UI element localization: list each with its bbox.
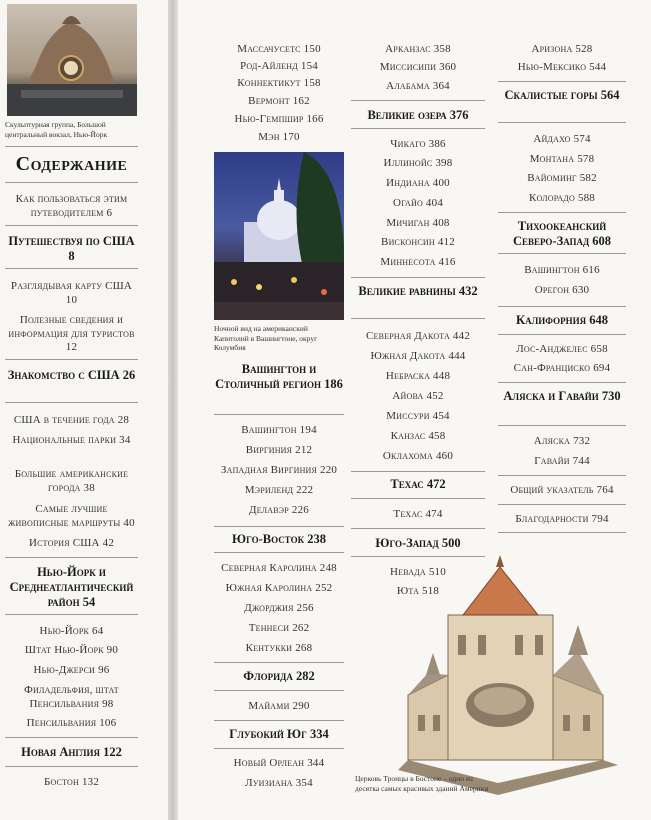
divider [5, 182, 138, 183]
toc-entry[interactable]: Арканзас 358 [385, 43, 451, 55]
capitol-caption: Ночной вид на американский Капитолий в Вашингтоне, округ Колумбия [214, 324, 318, 352]
divider [5, 557, 138, 558]
church-caption: Церковь Троицы в Бостоне – одно из десятка самых красивых зданий Америки [355, 774, 489, 793]
toc-entry[interactable]: Пенсильвания 106 [26, 717, 117, 729]
section-title[interactable]: Аляска и Гавайи 730 [503, 389, 621, 403]
divider [498, 532, 626, 533]
divider [5, 766, 138, 767]
divider [498, 122, 626, 123]
toc-entry[interactable]: Луизиана 354 [245, 777, 313, 789]
toc-entry[interactable]: Нью-Йорк 64 [39, 625, 104, 637]
toc-entry[interactable]: Юта 518 [396, 585, 440, 597]
divider [214, 526, 344, 527]
toc-entry[interactable]: Оклахома 460 [382, 450, 454, 462]
toc-entry[interactable]: Мэн 170 [258, 131, 300, 143]
toc-entry[interactable]: Миннесота 416 [380, 256, 456, 268]
divider [214, 720, 344, 721]
book-gutter [168, 0, 178, 820]
section-title[interactable]: Вашингтон и Столичный регион 186 [215, 362, 343, 391]
toc-entry[interactable]: Национальные парки 34 [12, 434, 131, 446]
divider [351, 277, 485, 278]
toc-entry[interactable]: Сан-Франциско 694 [513, 362, 611, 374]
toc-entry[interactable]: Мичиган 408 [386, 217, 450, 229]
toc-entry[interactable]: Колорадо 588 [528, 192, 595, 204]
toc-entry[interactable]: Теннеси 262 [248, 622, 310, 634]
toc-entry[interactable]: Виргиния 212 [245, 444, 313, 456]
toc-entry[interactable]: Невада 510 [390, 566, 446, 578]
toc-entry[interactable]: Айова 452 [392, 390, 444, 402]
toc-entry[interactable]: Разглядывая карту США 10 [10, 280, 133, 306]
toc-entry[interactable]: Северная Каролина 248 [221, 562, 337, 574]
toc-entry[interactable]: Мэриленд 222 [244, 484, 314, 496]
toc-entry[interactable]: Южная Каролина 252 [225, 582, 333, 594]
divider [498, 334, 626, 335]
toc-entry[interactable]: Вашингтон 194 [241, 424, 317, 436]
section-title[interactable]: Юго-Восток 238 [232, 532, 326, 546]
toc-entry[interactable]: История США 42 [28, 537, 115, 549]
divider [351, 128, 485, 129]
section-title[interactable]: Путешествуя по США 8 [8, 234, 135, 263]
section-title[interactable]: Калифорния 648 [516, 313, 608, 327]
divider [498, 253, 626, 254]
toc-entry[interactable]: Алабама 364 [386, 80, 450, 92]
section-title[interactable]: Юго-Запад 500 [375, 536, 461, 550]
divider [5, 737, 138, 738]
trinity-church-illustration [378, 555, 628, 800]
toc-entry[interactable]: Большие американские города 38 [14, 468, 129, 494]
divider [5, 359, 138, 360]
toc-entry[interactable]: Нью-Джерси 96 [33, 664, 110, 676]
grand-central-caption: Скульптурная группа, Большой центральный вокзал, Нью-Йорк [5, 120, 108, 139]
toc-entry[interactable]: Новый Орлеан 344 [233, 757, 325, 769]
toc-entry[interactable]: Чикаго 386 [390, 138, 446, 150]
divider [351, 498, 485, 499]
toc-entry[interactable]: Миссури 454 [386, 410, 450, 422]
section-title[interactable]: Глубокий Юг 334 [229, 727, 329, 741]
divider [214, 748, 344, 749]
toc-entry[interactable]: Висконсин 412 [381, 236, 455, 248]
toc-entry[interactable]: Аляска 732 [533, 435, 591, 447]
toc-entry[interactable]: Монтана 578 [529, 153, 595, 165]
toc-entry[interactable]: Орегон 630 [534, 284, 590, 296]
divider [351, 318, 485, 319]
toc-entry[interactable]: Делавэр 226 [248, 504, 309, 516]
intro-entry[interactable]: Как пользоваться этим путеводителем 6 [15, 193, 128, 219]
toc-entry[interactable]: Полезные сведения и информация для туристов 12 [8, 314, 135, 353]
toc-entry[interactable]: Небраска 448 [385, 370, 451, 382]
divider [214, 690, 344, 691]
toc-entry[interactable]: Иллинойс 398 [383, 157, 453, 169]
section-title[interactable]: Новая Англия 122 [21, 745, 122, 759]
contents-title: Содержание [15, 153, 128, 175]
divider [5, 402, 138, 403]
toc-entry[interactable]: Массачусетс 150 [237, 43, 321, 55]
toc-entry[interactable]: Северная Дакота 442 [365, 330, 471, 342]
toc-entry[interactable]: Штат Нью-Йорк 90 [24, 644, 119, 656]
toc-entry[interactable]: Джорджия 256 [244, 602, 314, 614]
divider [5, 614, 138, 615]
divider [498, 382, 626, 383]
capitol-night-photo [214, 152, 344, 320]
toc-entry[interactable]: Самые лучшие живописные маршруты 40 [8, 503, 135, 529]
divider [498, 425, 626, 426]
toc-entry[interactable]: Нью-Мексико 544 [517, 61, 607, 73]
divider [351, 471, 485, 472]
toc-entry[interactable]: Бостон 132 [43, 776, 100, 788]
toc-entry[interactable]: Южная Дакота 444 [370, 350, 466, 362]
divider [5, 268, 138, 269]
section-title[interactable]: Великие озера 376 [367, 108, 469, 122]
divider [498, 81, 626, 82]
toc-entry[interactable]: Коннектикут 158 [237, 77, 321, 89]
divider [5, 225, 138, 226]
divider [214, 552, 344, 553]
divider [214, 414, 344, 415]
section-title[interactable]: Знакомство с США 26 [7, 368, 136, 382]
index-entry[interactable]: Общий указатель 764 [510, 484, 614, 496]
section-title[interactable]: Техас 472 [390, 477, 446, 491]
divider [498, 475, 626, 476]
section-title[interactable]: Тихоокеанский Северо-Запад 608 [512, 219, 612, 248]
divider [5, 146, 138, 147]
section-title[interactable]: Скалистые горы 564 [504, 88, 620, 102]
toc-entry[interactable]: Западная Виргиния 220 [220, 464, 338, 476]
toc-entry[interactable]: Айдахо 574 [533, 133, 591, 145]
toc-entry[interactable]: Техас 474 [393, 508, 443, 520]
toc-entry[interactable]: Канзас 458 [390, 430, 446, 442]
divider [498, 212, 626, 213]
divider [351, 100, 485, 101]
toc-entry[interactable]: Вермонт 162 [248, 95, 310, 107]
section-title[interactable]: Флорида 282 [243, 669, 315, 683]
toc-entry[interactable]: Кентукки 268 [245, 642, 313, 654]
toc-entry[interactable]: Миссисипи 360 [379, 61, 457, 73]
toc-entry[interactable]: Вашингтон 616 [524, 264, 600, 276]
toc-entry[interactable]: США в течение года 28 [13, 414, 130, 426]
toc-entry[interactable]: Майами 290 [248, 700, 310, 712]
toc-entry[interactable]: Индиана 400 [386, 177, 450, 189]
toc-entry[interactable]: Нью-Гемпшир 166 [234, 113, 324, 125]
toc-entry[interactable]: Род-Айленд 154 [240, 60, 318, 72]
section-title[interactable]: Великие равнины 432 [358, 284, 478, 298]
divider [498, 504, 626, 505]
toc-entry[interactable]: Лос-Анджелес 658 [516, 343, 608, 355]
grand-central-sculpture-photo [7, 4, 137, 116]
acknowledgements-entry[interactable]: Благодарности 794 [515, 513, 609, 525]
toc-entry[interactable]: Филадельфия, штат Пенсильвания 98 [24, 684, 119, 710]
toc-entry[interactable]: Вайоминг 582 [527, 172, 597, 184]
toc-entry[interactable]: Аризона 528 [531, 43, 593, 55]
toc-entry[interactable]: Гавайи 744 [534, 455, 590, 467]
divider [351, 528, 485, 529]
divider [214, 662, 344, 663]
toc-entry[interactable]: Огайо 404 [392, 197, 444, 209]
section-title[interactable]: Нью-Йорк и Среднеатлантический район 54 [9, 565, 134, 609]
divider [498, 306, 626, 307]
